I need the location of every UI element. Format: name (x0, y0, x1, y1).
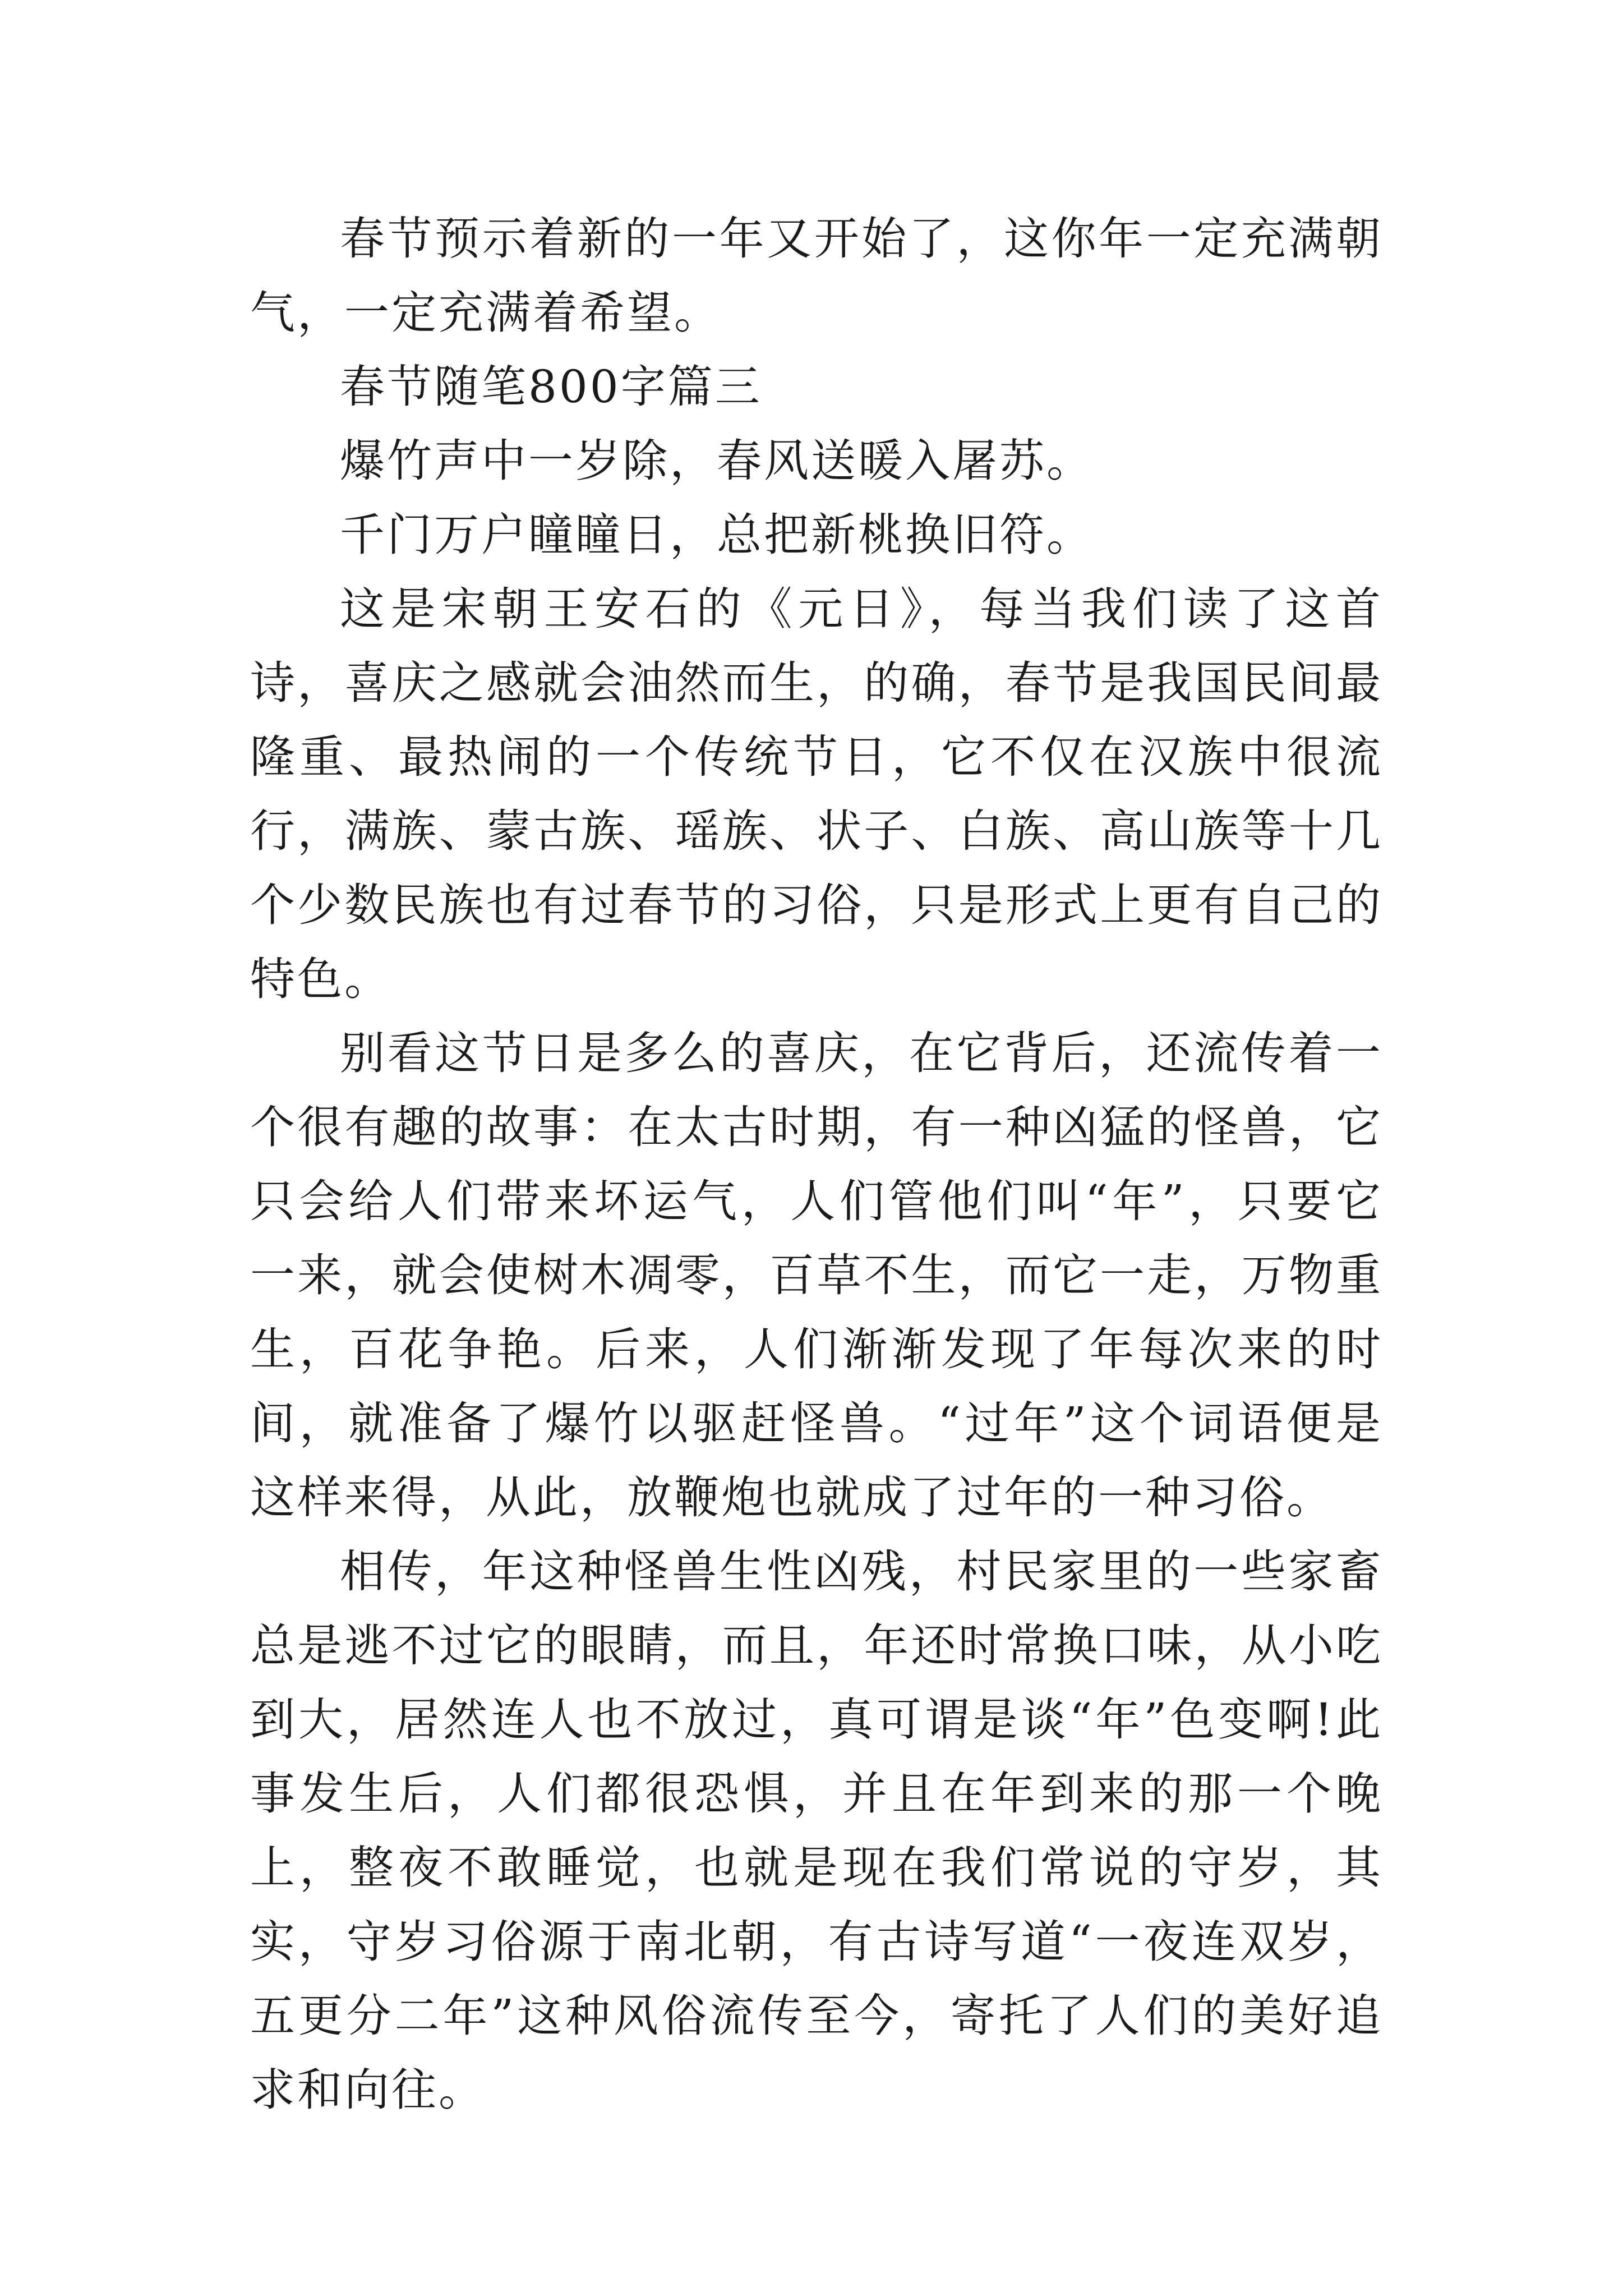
poem-line: 爆竹声中一岁除，春风送暖入屠苏。 (340, 435, 1094, 487)
section-heading: 春节随笔800字篇三 (340, 361, 762, 413)
paragraph: 春节预示着新的一年又开始了，这你年一定充满朝气，一定充满着希望。 (250, 213, 1383, 339)
paragraph: 这是宋朝王安石的《元日》，每当我们读了这首诗，喜庆之感就会油然而生，的确，春节是我国民间最隆重、最热闹的一个传统节日，它不仅在汉族中很流行，满族、蒙古族、瑶族、状子、白族、高山族等十几个少数民族也有过春节的习俗，只是形式上更有自己的特色。 (250, 583, 1383, 1005)
paragraph: 别看这节日是多么的喜庆，在它背后，还流传着一个很有趣的故事：在太古时期，有一种凶猛的怪兽，它只会给人们带来坏运气，人们管他们叫“年”，只要它一来，就会使树木凋零，百草不生，而它一走，万物重生，百花争艳。后来，人们渐渐发现了年每次来的时间，就准备了爆竹以驱赶怪兽。“过年”这个词语便是这样来得，从此，放鞭炮也就成了过年的一种习俗。 (250, 1027, 1383, 1524)
document-body (250, 202, 1383, 2127)
paragraph: 相传，年这种怪兽生性凶残，村民家里的一些家畜总是逃不过它的眼睛，而且，年还时常换口味，从小吃到大，居然连人也不放过，真可谓是谈“年”色变啊!此事发生后，人们都很恐惧，并且在年到来的那一个晚上，整夜不敢睡觉，也就是现在我们常说的守岁，其实，守岁习俗源于南北朝，有古诗写道“一夜连双岁，五更分二年”这种风俗流传至今，寄托了人们的美好追求和向往。 (250, 1545, 1383, 2116)
poem-line: 千门万户瞳瞳日，总把新桃换旧符。 (340, 509, 1094, 561)
